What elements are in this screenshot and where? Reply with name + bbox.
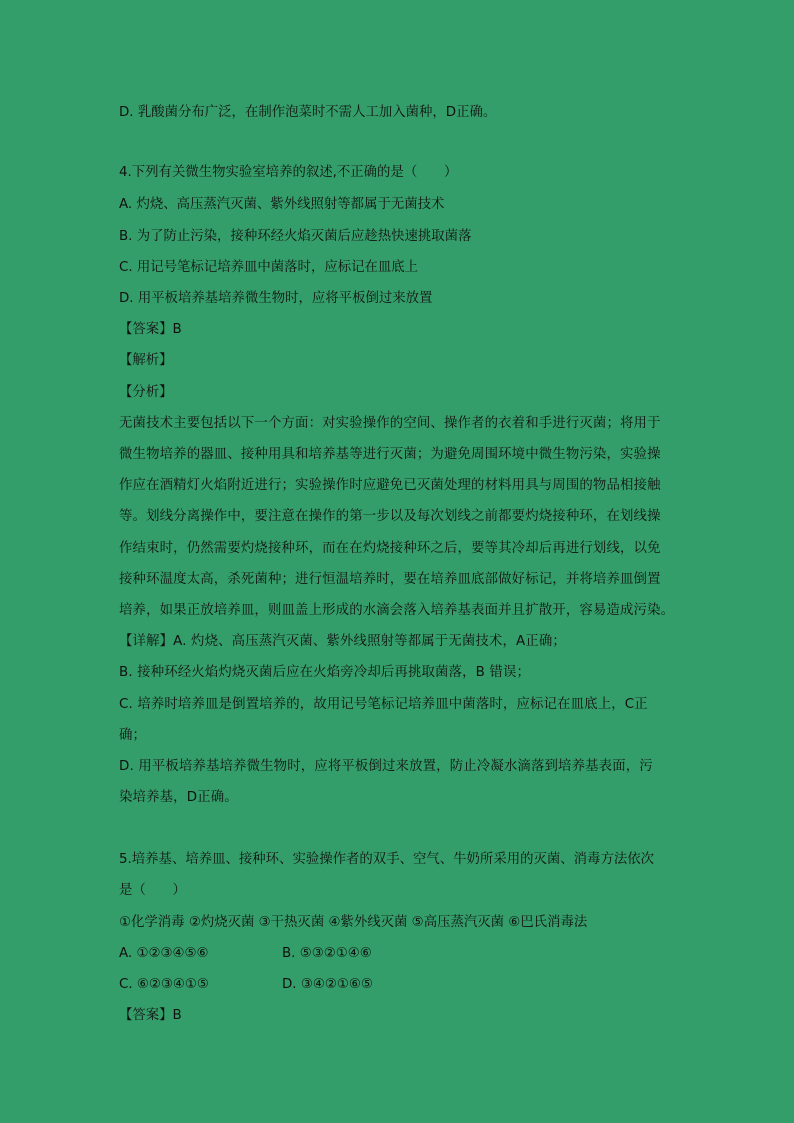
- q5-option-c: C. ⑥②③④①⑤: [119, 977, 209, 992]
- detail-line: C. 培养时培养皿是倒置培养的，故用记号笔标记培养皿中菌落时，应标记在皿底上，C正: [119, 697, 648, 712]
- detail-line: 确；: [119, 728, 147, 743]
- q3-option-d-explanation: D. 乳酸菌分布广泛，在制作泡菜时不需人工加入菌种，D正确。: [119, 105, 497, 120]
- paragraph-line: 等。划线分离操作中，要注意在操作的第一步以及每次划线之前都要灼烧接种环，在划线操: [119, 509, 661, 524]
- q5-option-b: B. ⑤③②①④⑥: [282, 946, 372, 961]
- q5-stem-line: 5.培养基、培养皿、接种环、实验操作者的双手、空气、牛奶所采用的灭菌、消毒方法依次: [119, 852, 655, 867]
- paragraph-line: 无菌技术主要包括以下一个方面：对实验操作的空间、操作者的衣着和手进行灭菌；将用于: [119, 416, 661, 431]
- paragraph-line: 培养，如果正放培养皿，则皿盖上形成的水滴会落入培养基表面并且扩散开，容易造成污染。: [119, 603, 675, 618]
- paragraph-line: 作应在酒精灯火焰附近进行；实验操作时应避免已灭菌处理的材料用具与周围的物品相接触: [119, 478, 661, 493]
- q4-option-a: A. 灼烧、高压蒸汽灭菌、紫外线照射等都属于无菌技术: [119, 197, 445, 212]
- q5-option-a: A. ①②③④⑤⑥: [119, 946, 209, 961]
- q4-fenxi-label: 【分析】: [119, 385, 173, 400]
- detail-line: D. 用平板培养基培养微生物时，应将平板倒过来放置，防止冷凝水滴落到培养基表面，污: [119, 759, 653, 774]
- q4-answer: 【答案】B: [119, 322, 182, 337]
- q4-analysis-label: 【解析】: [119, 353, 173, 368]
- paragraph-line: 接种环温度太高，杀死菌种；进行恒温培养时，要在培养皿底部做好标记，并将培养皿倒置: [119, 572, 661, 587]
- q5-option-d: D. ③④②①⑥⑤: [282, 977, 373, 992]
- detail-line: B. 接种环经火焰灼烧灭菌后应在火焰旁冷却后再挑取菌落，B 错误；: [119, 665, 531, 680]
- paragraph-line: 微生物培养的器皿、接种用具和培养基等进行灭菌；为避免周围环境中微生物污染，实验操: [119, 447, 661, 462]
- q4-stem: 4.下列有关微生物实验室培养的叙述,不正确的是（ ）: [119, 165, 458, 180]
- detail-line: 【详解】A. 灼烧、高压蒸汽灭菌、紫外线照射等都属于无菌技术，A正确；: [119, 634, 566, 649]
- detail-line: 染培养基，D正确。: [119, 790, 238, 805]
- q4-option-c: C. 用记号笔标记培养皿中菌落时，应标记在皿底上: [119, 260, 419, 275]
- q5-stem-line: 是（ ）: [119, 883, 186, 898]
- q5-answer: 【答案】B: [119, 1008, 182, 1023]
- paragraph-line: 作结束时，仍然需要灼烧接种环，而在在灼烧接种环之后，要等其冷却后再进行划线，以免: [119, 541, 661, 556]
- q4-option-d: D. 用平板培养基培养微生物时，应将平板倒过来放置: [119, 291, 433, 306]
- q5-methods-list: ①化学消毒 ②灼烧灭菌 ③干热灭菌 ④紫外线灭菌 ⑤高压蒸汽灭菌 ⑥巴氏消毒法: [119, 915, 588, 930]
- q4-option-b: B. 为了防止污染，接种环经火焰灭菌后应趁热快速挑取菌落: [119, 229, 472, 244]
